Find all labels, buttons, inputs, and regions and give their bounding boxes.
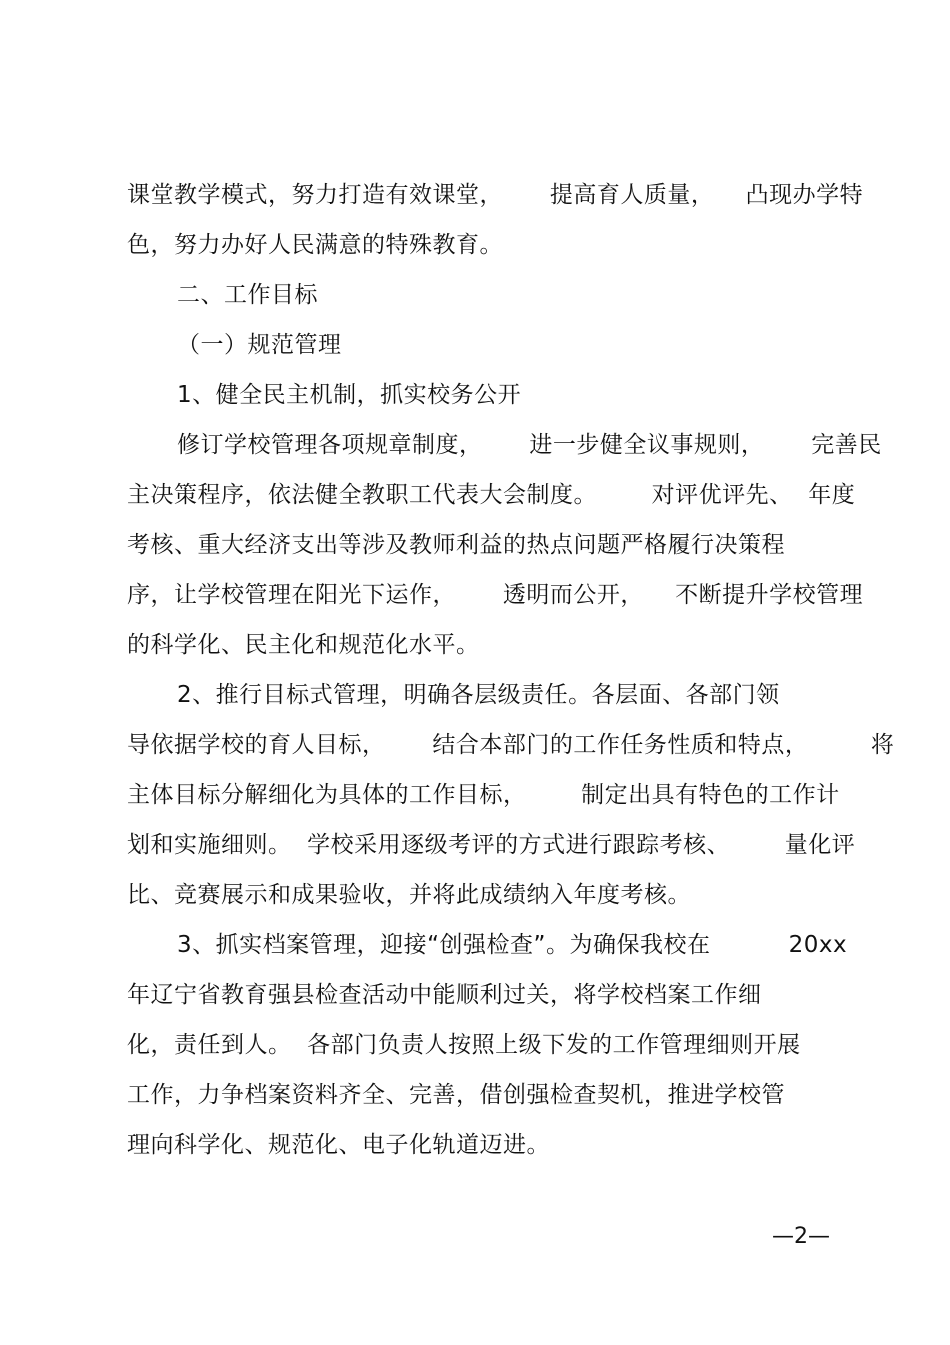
text-line: 3、抓实档案管理，迎接“创强检查”。为确保我校在 20xx	[177, 932, 848, 958]
text-line: 主体目标分解细化为具体的工作目标， 制定出具有特色的工作计	[127, 782, 840, 808]
text-line: 年辽宁省教育强县检查活动中能顺利过关，将学校档案工作细	[127, 982, 762, 1008]
text-line: 导依据学校的育人目标， 结合本部门的工作任务性质和特点， 将	[127, 732, 895, 758]
text-line: 理向科学化、规范化、电子化轨道迈进。	[127, 1132, 550, 1158]
section-heading: 二、工作目标	[177, 282, 318, 308]
text-line: 主决策程序，依法健全教职工代表大会制度。 对评优评先、 年度	[127, 482, 856, 508]
text-line: 课堂教学模式，努力打造有效课堂， 提高育人质量， 凸现办学特	[127, 182, 864, 208]
item-heading: 1、健全民主机制，抓实校务公开	[177, 382, 522, 408]
text-line: 的科学化、民主化和规范化水平。	[127, 632, 480, 658]
text-line: 色，努力办好人民满意的特殊教育。	[127, 232, 503, 258]
text-line: 修订学校管理各项规章制度， 进一步健全议事规则， 完善民	[177, 432, 882, 458]
text-line: 工作，力争档案资料齐全、完善，借创强检查契机，推进学校管	[127, 1082, 785, 1108]
text-line: 2、推行目标式管理，明确各层级责任。各层面、各部门领	[177, 682, 780, 708]
subsection-heading: （一）规范管理	[177, 332, 342, 358]
text-line: 化，责任到人。 各部门负责人按照上级下发的工作管理细则开展	[127, 1032, 801, 1058]
text-line: 划和实施细则。 学校采用逐级考评的方式进行跟踪考核、 量化评	[127, 832, 856, 858]
text-line: 考核、重大经济支出等涉及教师利益的热点问题严格履行决策程	[127, 532, 785, 558]
page-number: —2—	[772, 1224, 830, 1249]
text-line: 比、竞赛展示和成果验收，并将此成绩纳入年度考核。	[127, 882, 691, 908]
text-line: 序，让学校管理在阳光下运作， 透明而公开， 不断提升学校管理	[127, 582, 864, 608]
